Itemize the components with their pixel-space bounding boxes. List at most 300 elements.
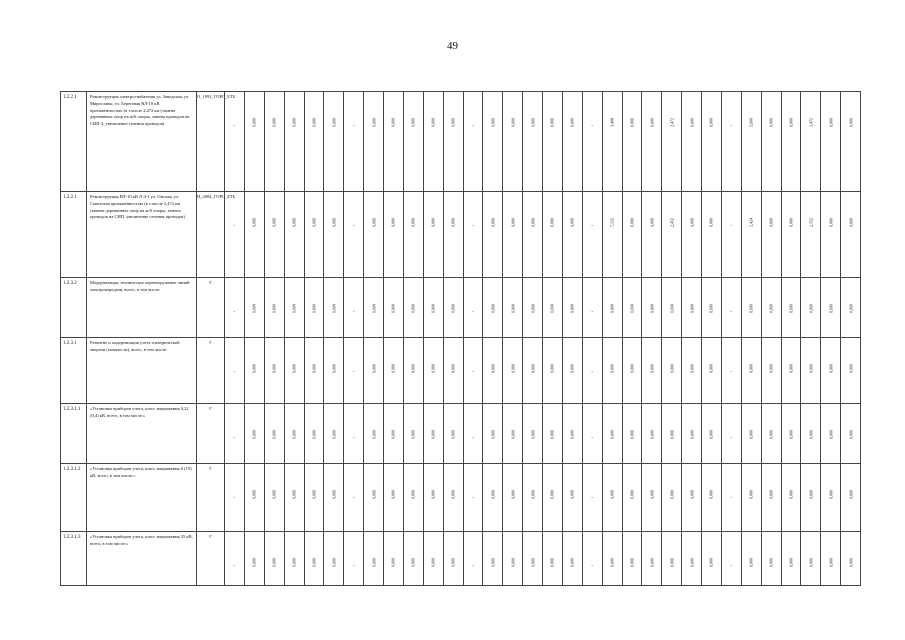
value-text: 0,000 (708, 558, 714, 567)
value-cell (364, 338, 384, 404)
value-text: 0,000 (649, 364, 655, 373)
value-cell (463, 404, 483, 464)
value-cell (523, 278, 543, 338)
data-table (60, 91, 861, 586)
value-cell (841, 404, 861, 464)
value-cell (523, 464, 543, 532)
row-number (61, 338, 87, 404)
value-cell (642, 92, 662, 192)
value-cell (761, 404, 781, 464)
value-cell (821, 92, 841, 192)
value-cell (721, 192, 741, 278)
value-cell (423, 92, 443, 192)
value-text: 0,000 (768, 558, 774, 567)
value-text: - (730, 496, 733, 501)
value-cell (662, 278, 682, 338)
value-cell (622, 532, 642, 586)
value-text: 0,000 (788, 364, 794, 373)
value-text: 0,000 (450, 490, 456, 499)
value-text: 0,000 (748, 304, 754, 313)
value-text: 0,000 (828, 364, 834, 373)
value-text: 0,000 (629, 118, 635, 127)
value-text: 0,000 (848, 218, 854, 227)
value-text: - (730, 370, 733, 375)
value-cell (304, 464, 324, 532)
value-cell (821, 338, 841, 404)
value-cell (364, 464, 384, 532)
value-cell (244, 92, 264, 192)
value-cell (662, 92, 682, 192)
value-cell (324, 192, 344, 278)
value-text: - (591, 436, 594, 441)
row-description-text: Модернизация, техническое перевооружение линий электропередачи, всего, в том числе: (90, 280, 190, 292)
value-cell (304, 532, 324, 586)
value-cell (344, 464, 364, 532)
value-text: 0,000 (311, 218, 317, 227)
value-text: 0,000 (748, 364, 754, 373)
value-cell (483, 92, 503, 192)
row-code-text: Г (209, 406, 212, 411)
row-code (197, 464, 225, 532)
value-text: - (730, 436, 733, 441)
value-cell (244, 278, 264, 338)
value-cell (602, 404, 622, 464)
value-cell (264, 192, 284, 278)
value-text: 0,000 (708, 118, 714, 127)
value-cell (344, 338, 364, 404)
value-text: 0,000 (629, 364, 635, 373)
table-row (61, 338, 861, 404)
value-text: 0,000 (689, 118, 695, 127)
value-cell (503, 532, 523, 586)
value-text: 2,452 (669, 218, 675, 227)
value-cell (284, 278, 304, 338)
value-text: 0,000 (649, 218, 655, 227)
value-text: 0,000 (430, 364, 436, 373)
value-text: 0,000 (291, 558, 297, 567)
value-text: 0,000 (331, 218, 337, 227)
value-text: 0,000 (390, 218, 396, 227)
value-cell (801, 404, 821, 464)
value-cell (403, 92, 423, 192)
value-text: 0,000 (669, 490, 675, 499)
value-text: - (591, 370, 594, 375)
row-description (87, 464, 197, 532)
value-text: 0,000 (311, 430, 317, 439)
value-text: 0,000 (271, 364, 277, 373)
value-cell (781, 532, 801, 586)
value-text: - (352, 370, 355, 375)
row-code-text: Г (209, 534, 212, 539)
value-text: 0,000 (530, 430, 536, 439)
value-cell (463, 278, 483, 338)
row-number (61, 404, 87, 464)
row-number-text: 1.2.2.1 (63, 95, 77, 100)
value-text: 0,000 (768, 430, 774, 439)
value-text: 0,000 (510, 364, 516, 373)
value-cell (761, 278, 781, 338)
value-text: - (352, 124, 355, 129)
value-cell (503, 464, 523, 532)
value-text: 0,000 (430, 218, 436, 227)
value-text: 0,000 (291, 218, 297, 227)
value-cell (702, 464, 722, 532)
value-text: - (233, 124, 236, 129)
value-cell (304, 92, 324, 192)
value-cell (741, 192, 761, 278)
value-text: 0,000 (669, 364, 675, 373)
value-text: 2,472 (669, 118, 675, 127)
value-text: 0,000 (251, 304, 257, 313)
value-text: 1,472 (808, 118, 814, 127)
value-text: 0,000 (549, 304, 555, 313)
value-cell (702, 192, 722, 278)
value-text: 0,000 (708, 490, 714, 499)
value-cell (324, 92, 344, 192)
value-cell (602, 278, 622, 338)
value-text: 0,000 (251, 364, 257, 373)
row-description-text: «Установка приборов учета, класс напряжения 6 (10) кВ, всего, в том числе:» (90, 466, 192, 478)
value-text: 0,000 (649, 118, 655, 127)
value-cell (423, 278, 443, 338)
value-text: - (472, 564, 474, 569)
value-cell (304, 192, 324, 278)
value-cell (662, 404, 682, 464)
value-text: 0,000 (291, 118, 297, 127)
value-text: 0,000 (291, 430, 297, 439)
value-cell (582, 278, 602, 338)
value-cell (761, 192, 781, 278)
value-text: 0,000 (549, 490, 555, 499)
value-text: 0,000 (788, 558, 794, 567)
value-cell (582, 92, 602, 192)
value-cell (364, 92, 384, 192)
value-cell (662, 338, 682, 404)
value-text: 0,000 (708, 304, 714, 313)
value-text: 0,000 (689, 490, 695, 499)
value-text: 0,000 (371, 118, 377, 127)
value-cell (225, 192, 245, 278)
value-cell (622, 338, 642, 404)
row-description (87, 404, 197, 464)
value-cell (801, 532, 821, 586)
value-text: 0,000 (748, 430, 754, 439)
row-description-text: Реконструкция электроснабжения ул. Заводская, ул. Мирославы, ул. Береговая ВЛ-10 кВ протяжённостью (в т.числе 2,472 км (замена деревянных опор на ж/б опоры, замена проводов на СИП-3, увеличение сечения проводов) (90, 94, 190, 126)
value-text: 0,000 (450, 430, 456, 439)
row-number-text: 1.2.3.1 (63, 341, 77, 346)
value-text: 0,000 (808, 430, 814, 439)
value-text: 3,408 (609, 118, 615, 127)
value-cell (364, 192, 384, 278)
value-cell (721, 464, 741, 532)
value-text: 0,000 (609, 430, 615, 439)
value-text: 0,000 (450, 558, 456, 567)
value-text: 0,000 (510, 118, 516, 127)
value-cell (344, 404, 364, 464)
value-cell (801, 464, 821, 532)
value-text: 0,000 (649, 558, 655, 567)
value-text: 0,000 (271, 118, 277, 127)
row-description (87, 278, 197, 338)
value-cell (781, 278, 801, 338)
value-cell (503, 338, 523, 404)
row-number-text: 1.2.3.1.1 (63, 407, 81, 412)
value-text: 0,000 (430, 490, 436, 499)
value-cell (463, 192, 483, 278)
value-cell (225, 278, 245, 338)
value-text: 0,000 (490, 118, 496, 127)
value-cell (741, 404, 761, 464)
value-cell (523, 92, 543, 192)
value-text: 0,000 (410, 218, 416, 227)
value-cell (741, 338, 761, 404)
value-text: 0,000 (371, 430, 377, 439)
value-cell (543, 278, 563, 338)
value-text: 0,000 (371, 490, 377, 499)
value-text: 0,000 (251, 430, 257, 439)
value-cell (761, 92, 781, 192)
value-cell (781, 338, 801, 404)
value-cell (304, 338, 324, 404)
value-cell (264, 278, 284, 338)
value-cell (244, 404, 264, 464)
value-cell (503, 404, 523, 464)
value-text: - (591, 496, 594, 501)
value-cell (423, 192, 443, 278)
value-text: 0,000 (569, 490, 575, 499)
value-text: 0,000 (569, 430, 575, 439)
value-text: 3,000 (748, 118, 754, 127)
value-cell (721, 338, 741, 404)
value-cell (443, 92, 463, 192)
value-cell (384, 338, 404, 404)
value-text: - (730, 564, 733, 569)
value-text: 0,000 (291, 304, 297, 313)
value-cell (324, 404, 344, 464)
value-cell (304, 278, 324, 338)
value-cell (284, 338, 304, 404)
value-cell (682, 404, 702, 464)
value-cell (244, 338, 264, 404)
value-text: 0,000 (569, 118, 575, 127)
value-text: 0,000 (689, 430, 695, 439)
value-cell (841, 464, 861, 532)
value-cell (403, 338, 423, 404)
value-cell (741, 278, 761, 338)
value-text: - (472, 124, 474, 129)
value-text: 0,000 (450, 364, 456, 373)
value-text: 0,000 (490, 558, 496, 567)
value-cell (582, 464, 602, 532)
value-text: - (591, 124, 594, 129)
value-text: 0,000 (251, 558, 257, 567)
value-text: 0,000 (410, 490, 416, 499)
value-text: 0,000 (609, 558, 615, 567)
value-text: - (233, 224, 236, 229)
row-description-text: Развитие и модернизация учета электрической энергии (мощности), всего, в том числе: (90, 340, 180, 352)
value-cell (721, 404, 741, 464)
value-cell (324, 278, 344, 338)
value-text: 0,000 (311, 364, 317, 373)
value-text: 0,000 (828, 304, 834, 313)
value-cell (781, 92, 801, 192)
value-text: - (233, 496, 236, 501)
value-cell (443, 338, 463, 404)
value-cell (562, 338, 582, 404)
row-description (87, 192, 197, 278)
value-cell (344, 192, 364, 278)
value-cell (225, 464, 245, 532)
value-text: 0,000 (530, 490, 536, 499)
value-cell (384, 192, 404, 278)
value-cell (443, 464, 463, 532)
value-text: 0,000 (510, 304, 516, 313)
value-text: 0,000 (808, 490, 814, 499)
value-text: - (472, 370, 474, 375)
value-text: 0,000 (490, 364, 496, 373)
value-text: - (472, 310, 474, 315)
value-text: 0,000 (490, 218, 496, 227)
value-text: 0,000 (331, 490, 337, 499)
value-text: 0,000 (569, 558, 575, 567)
value-cell (443, 278, 463, 338)
value-cell (702, 404, 722, 464)
value-cell (284, 404, 304, 464)
value-cell (682, 92, 702, 192)
value-text: 0,000 (251, 218, 257, 227)
value-cell (543, 192, 563, 278)
value-cell (602, 464, 622, 532)
value-cell (463, 92, 483, 192)
value-cell (662, 532, 682, 586)
value-cell (721, 532, 741, 586)
value-text: 0,000 (430, 558, 436, 567)
value-text: 7,125 (609, 218, 615, 227)
value-text: - (352, 564, 355, 569)
value-cell (463, 464, 483, 532)
row-number (61, 464, 87, 532)
value-text: 0,000 (788, 490, 794, 499)
value-text: 0,000 (569, 364, 575, 373)
value-cell (781, 192, 801, 278)
table-row (61, 192, 861, 278)
value-cell (225, 338, 245, 404)
value-text: 0,000 (331, 364, 337, 373)
value-cell (781, 464, 801, 532)
value-text: 0,000 (808, 558, 814, 567)
value-text: 0,000 (549, 118, 555, 127)
row-number-text: 1.2.3.1.2 (63, 467, 81, 472)
value-cell (821, 278, 841, 338)
value-text: 0,000 (251, 118, 257, 127)
value-cell (264, 404, 284, 464)
value-text: 0,000 (510, 430, 516, 439)
value-cell (244, 532, 264, 586)
value-cell (284, 464, 304, 532)
value-text: - (233, 370, 236, 375)
row-number (61, 92, 87, 192)
value-cell (403, 278, 423, 338)
value-cell (403, 404, 423, 464)
value-cell (543, 338, 563, 404)
value-text: - (233, 436, 236, 441)
value-text: 0,000 (569, 304, 575, 313)
value-text: 0,000 (331, 558, 337, 567)
row-number-text: 1.2.3.2 (63, 281, 77, 286)
row-code (197, 192, 236, 278)
row-description (87, 338, 197, 404)
value-cell (602, 192, 622, 278)
value-text: 2,424 (748, 218, 754, 227)
value-text: 0,000 (689, 558, 695, 567)
value-text: 0,000 (410, 304, 416, 313)
value-text: 0,000 (748, 558, 754, 567)
row-number-text: 1.2.3.1.3 (63, 535, 81, 540)
value-cell (801, 278, 821, 338)
value-text: 0,000 (708, 364, 714, 373)
value-text: 0,000 (788, 218, 794, 227)
row-description (87, 532, 197, 586)
value-text: 0,000 (510, 218, 516, 227)
value-text: 0,000 (430, 304, 436, 313)
value-cell (841, 532, 861, 586)
value-cell (801, 192, 821, 278)
value-cell (384, 92, 404, 192)
row-code (197, 532, 225, 586)
value-text: 0,000 (768, 118, 774, 127)
value-text: 0,000 (251, 490, 257, 499)
value-text: 0,000 (768, 304, 774, 313)
value-cell (682, 192, 702, 278)
value-text: 0,000 (828, 490, 834, 499)
value-text: - (730, 124, 733, 129)
value-cell (662, 192, 682, 278)
value-text: 0,000 (331, 118, 337, 127)
value-text: 0,000 (271, 558, 277, 567)
value-text: 0,000 (331, 430, 337, 439)
value-cell (523, 532, 543, 586)
value-text: 0,000 (848, 364, 854, 373)
value-text: 0,000 (629, 430, 635, 439)
value-text: 0,000 (371, 304, 377, 313)
value-text: 0,000 (410, 118, 416, 127)
value-text: - (591, 224, 594, 229)
value-text: 0,000 (768, 490, 774, 499)
table-row (61, 532, 861, 586)
row-number (61, 532, 87, 586)
value-cell (841, 278, 861, 338)
value-cell (642, 278, 662, 338)
value-text: 0,000 (430, 430, 436, 439)
value-text: 0,000 (490, 304, 496, 313)
value-text: 0,000 (649, 430, 655, 439)
value-cell (463, 532, 483, 586)
value-text: 0,000 (390, 558, 396, 567)
value-text: 0,000 (450, 304, 456, 313)
value-cell (403, 192, 423, 278)
value-cell (284, 92, 304, 192)
value-text: 0,000 (490, 430, 496, 439)
value-text: 0,000 (708, 218, 714, 227)
value-cell (384, 532, 404, 586)
value-text: 2,352 (808, 218, 814, 227)
value-cell (702, 92, 722, 192)
value-cell (841, 338, 861, 404)
value-text: 0,000 (291, 490, 297, 499)
value-cell (741, 532, 761, 586)
value-text: 0,000 (828, 218, 834, 227)
value-cell (364, 404, 384, 464)
